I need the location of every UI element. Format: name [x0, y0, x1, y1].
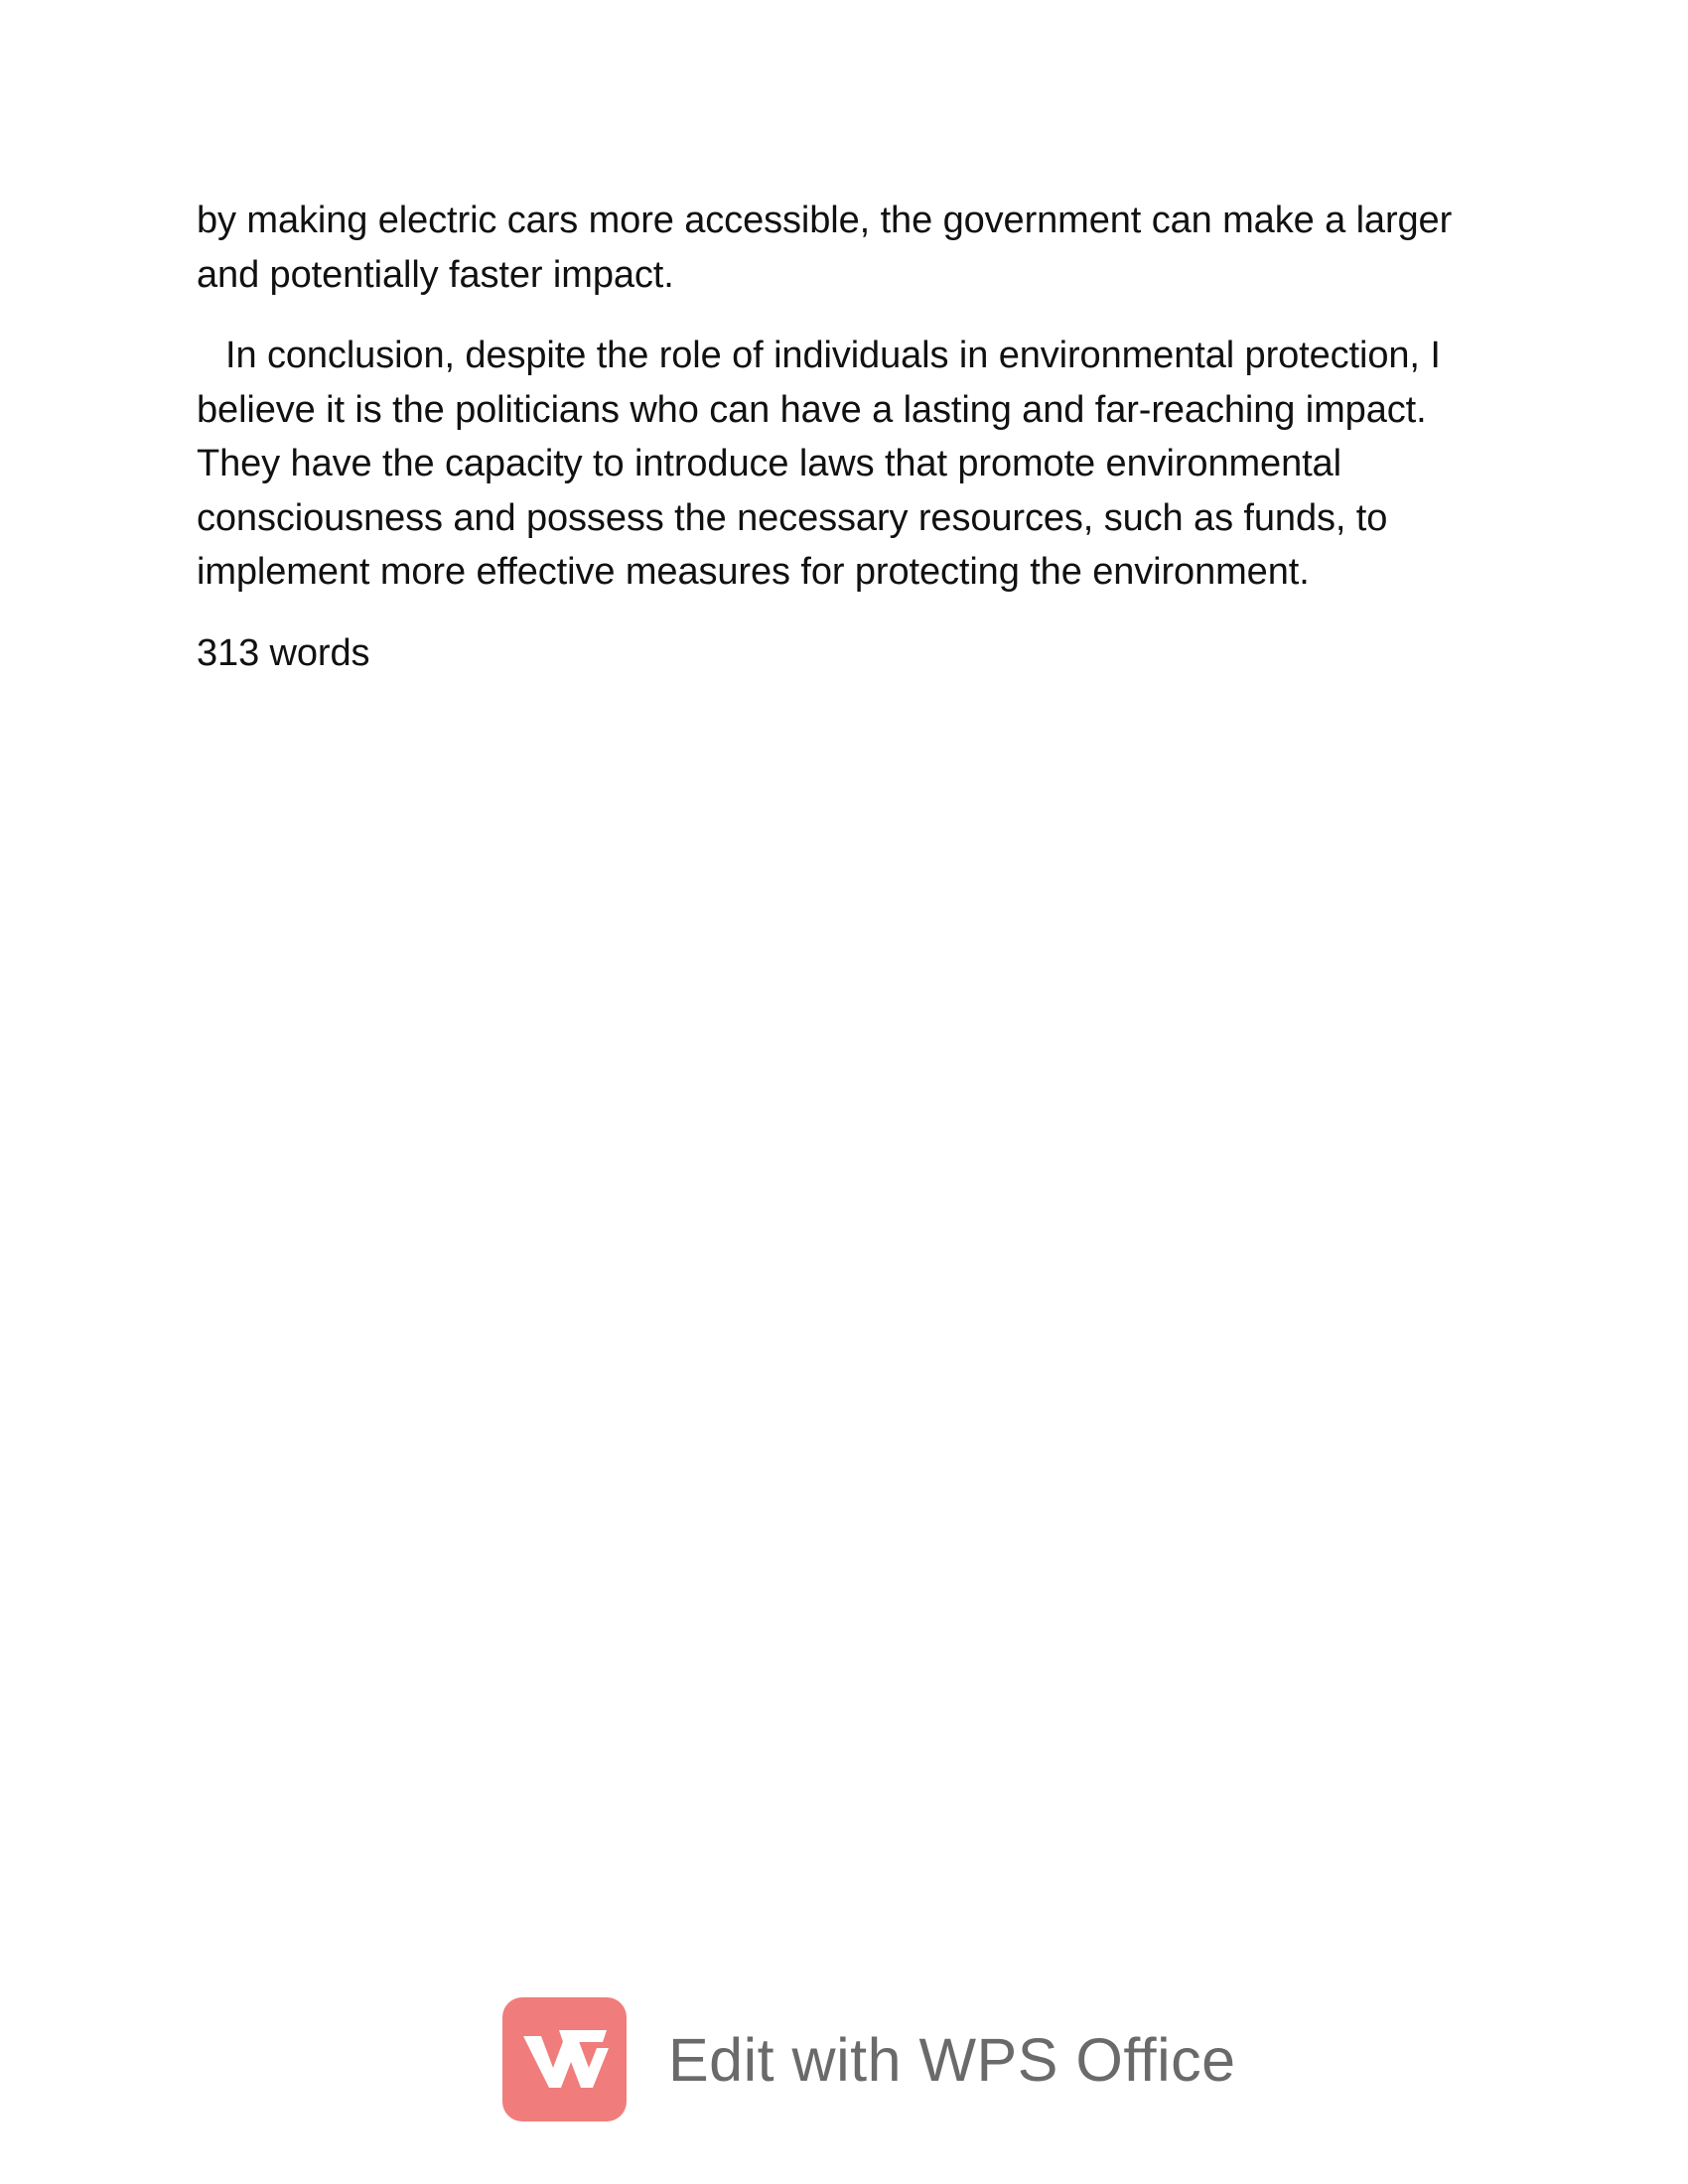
text-line: implement more effective measures for protecting the environment. — [197, 551, 1310, 593]
text-line: and potentially faster impact. — [197, 253, 674, 296]
wps-w-logo-icon — [502, 1997, 627, 2121]
word-count: 313 words — [197, 631, 370, 674]
text-line: consciousness and possess the necessary resources, such as funds, to — [197, 496, 1388, 539]
text-line: believe it is the politicians who can have a lasting and far-reaching impact. — [197, 388, 1427, 431]
edit-with-wps-banner[interactable] — [502, 1997, 1236, 2121]
paragraph-1 — [197, 194, 1507, 302]
text-line: In conclusion, despite the role of individuals in environmental protection, I — [225, 335, 1441, 376]
paragraph-conclusion — [197, 329, 1507, 600]
document-body — [197, 194, 1507, 680]
wps-banner-text: Edit with WPS Office — [668, 2025, 1236, 2094]
text-line: by making electric cars more accessible, the government can make a larger — [197, 200, 1453, 241]
text-line: They have the capacity to introduce laws that promote environmental — [197, 443, 1341, 484]
